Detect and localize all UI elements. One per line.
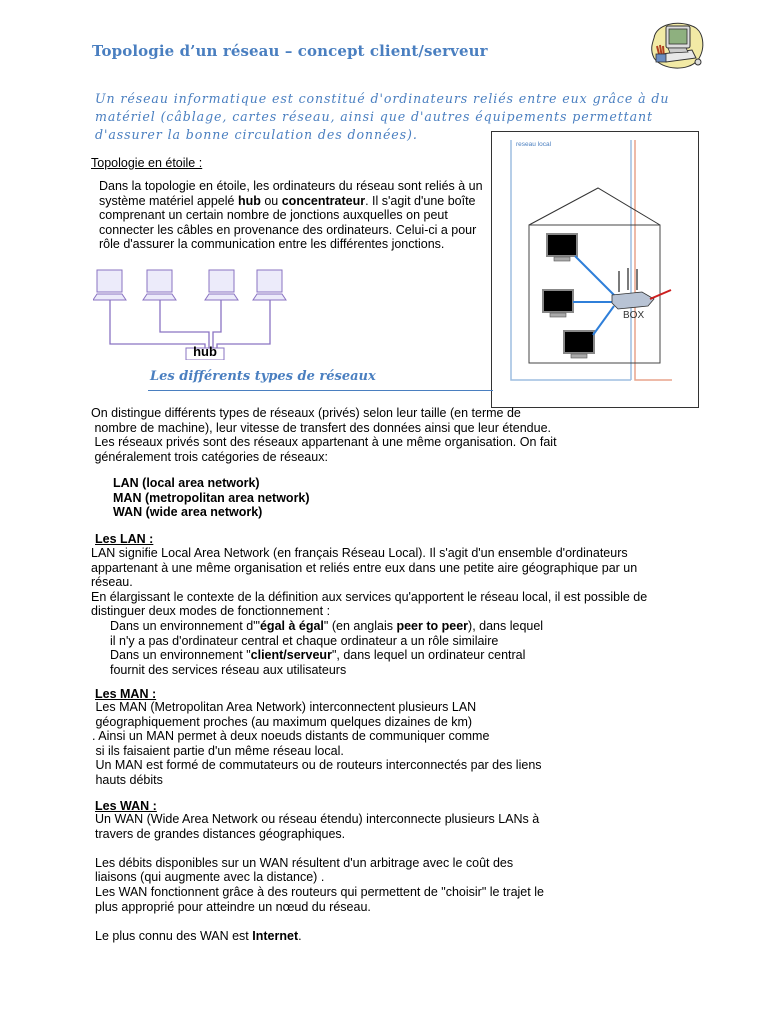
page-title: Topologie d’un réseau – concept client/serveur	[92, 42, 488, 60]
lan-paragraph: LAN signifie Local Area Network (en français Réseau Local). Il s'agit d'un ensemble d'ordinateurs appartenant à une même organisation et reliés entre eux dans une petite aire géographique par un réseau. En élargissant le contexte de la définition aux services qu'apportent le réseau local, il est possible de distinguer deux modes de fonctionnement : Dans un environnement d'"égal à égal" (en anglais peer to peer), dans lequel il n'y a pas d'ordinateur central et chaque ordinateur a un rôle similaire Dans un environnement "client/serveur", dans lequel un ordinateur central fournit des services réseau aux utilisateurs	[91, 546, 648, 677]
local-network-label: reseau local	[516, 141, 552, 148]
man-paragraph: Les MAN (Metropolitan Area Network) interconnectent plusieurs LAN géographiquement proches (au maximum quelques dizaines de km) . Ainsi un MAN permet à deux noeuds distants de communiquer comme si ils faisaient partie d'un même réseau local. Un MAN est formé de commutateurs ou de routeurs interconnectés par des liens hauts débits	[92, 700, 542, 787]
intro-paragraph: Un réseau informatique est constitué d'ordinateurs reliés entre eux grâce à du matériel (câblage, cartes réseau, ainsi que d'autres équipements permettant d'assurer la bonne circulation des données).	[95, 91, 670, 142]
star-topology-label: Topologie en étoile :	[91, 156, 203, 170]
wan-paragraph: Un WAN (Wide Area Network ou réseau étendu) interconnecte plusieurs LANs à travers de grandes distances géographiques. Les débits disponibles sur un WAN résultent d'un arbitrage avec le coût des liaisons (qui augmente avec la distance) . Les WAN fonctionnent grâce à des routeurs qui permettent de "choisir" le trajet le plus approprié pour atteindre un nœud du réseau. Le plus connu des WAN est Internet.	[95, 812, 544, 943]
man-heading: Les MAN :	[95, 687, 157, 701]
wan-heading: Les WAN :	[95, 799, 157, 813]
list-item: LAN (local area network)	[113, 476, 260, 490]
heading-divider	[148, 390, 493, 391]
computer-icon	[205, 270, 238, 300]
computer-icon	[93, 270, 126, 300]
computer-icon	[564, 331, 594, 358]
list-item: WAN (wide area network)	[113, 505, 263, 520]
star-hub-diagram	[93, 268, 313, 360]
lan-heading: Les LAN :	[95, 532, 154, 546]
list-item: MAN (metropolitan area network)	[113, 490, 310, 505]
computer-clipart-icon	[648, 18, 706, 72]
types-paragraph: On distingue différents types de réseaux (privés) selon leur taille (en terme de nombre de machine), leur vitesse de transfert des données ainsi que leur étendue. Les réseaux privés sont des réseaux appartenant à une même organisation. On fait généralement trois catégories de réseaux:	[91, 406, 557, 464]
network-types-list	[113, 476, 310, 520]
box-label: BOX	[623, 310, 645, 321]
computer-icon	[143, 270, 176, 300]
computer-icon	[253, 270, 286, 300]
star-topology-paragraph: Dans la topologie en étoile, les ordinateurs du réseau sont reliés à un système matériel appelé hub ou concentrateur. Il s'agit d'une boîte comprenant un certain nombre de jonctions auxquelles on peut connecter les câbles en provenance des ordinateurs. Celui-ci a pour rôle d'assurer la communication entre les différentes jonctions.	[99, 179, 483, 252]
router-box-icon	[612, 268, 654, 309]
local-network-diagram	[491, 131, 699, 408]
computer-icon	[543, 290, 573, 317]
hub-label: hub	[193, 344, 217, 359]
types-heading: Les différents types de réseaux	[150, 369, 376, 384]
computer-icon	[547, 234, 577, 261]
